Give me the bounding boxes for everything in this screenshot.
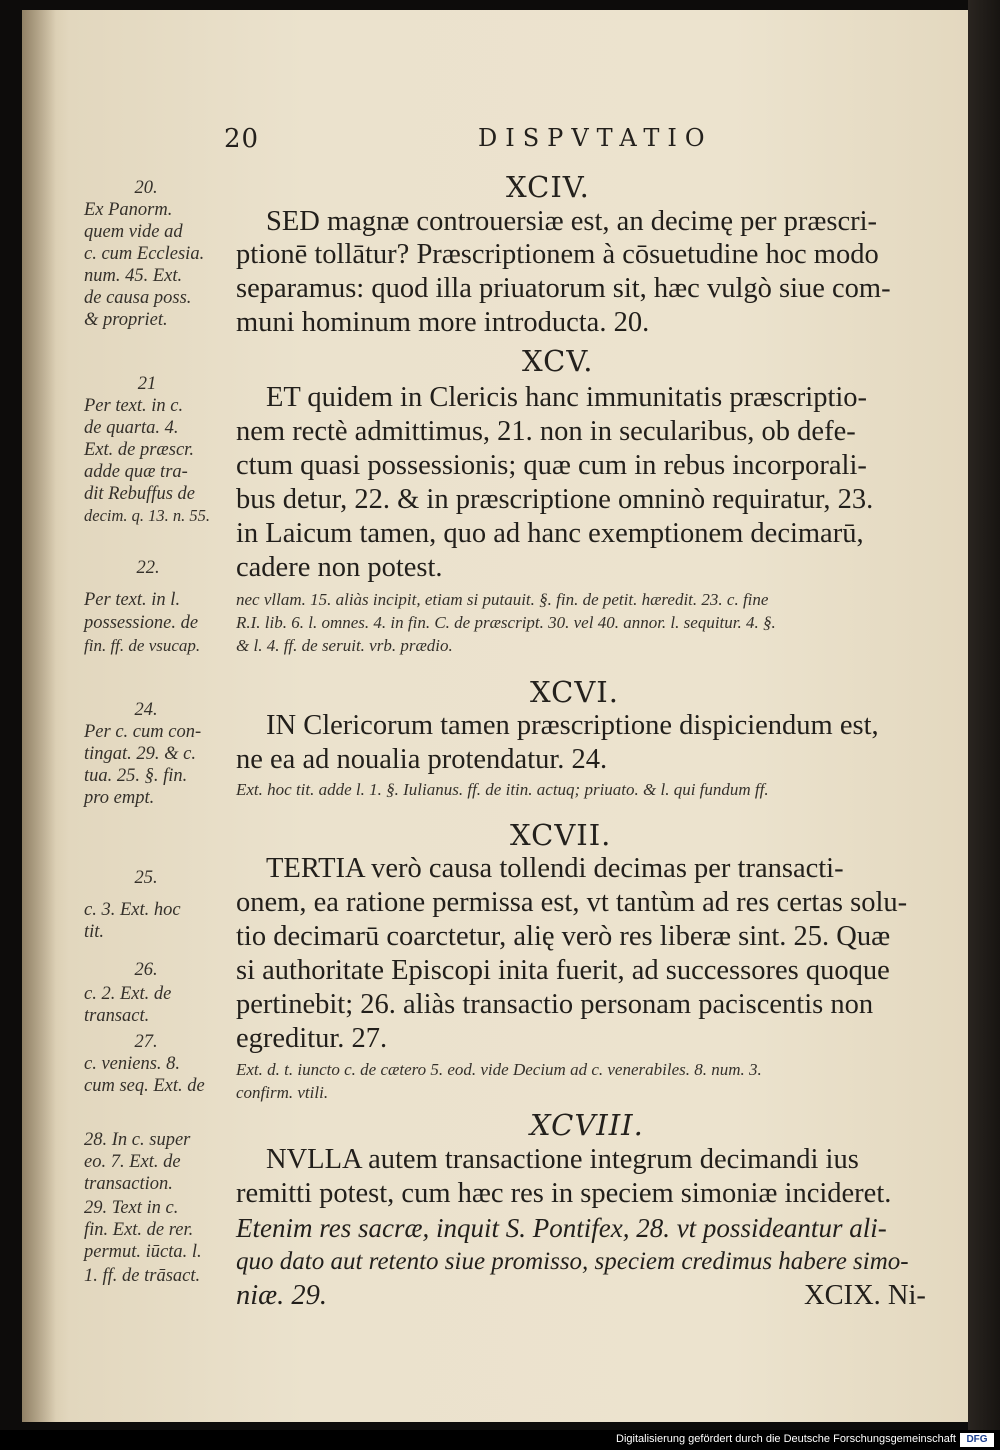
- margin-note: c. veniens. 8.: [84, 1054, 181, 1074]
- text-line: cadere non potest.: [236, 552, 443, 583]
- margin-note: c. cum Ecclesia.: [84, 244, 205, 264]
- text-line: tio decimarū coarctetur, alię verò res liberæ sint. 25. Quæ: [236, 921, 891, 952]
- margin-note: Per c. cum con-: [84, 722, 202, 742]
- margin-note: 25.: [134, 868, 158, 888]
- text-line: si authoritate Episcopi inita fuerit, ad successores quoque: [236, 955, 890, 986]
- text-line: quo dato aut retento siue promisso, speciem credimus habere simo-: [236, 1248, 909, 1275]
- text-line: ET quidem in Clericis hanc immunitatis præscriptio-: [266, 382, 868, 413]
- text-line: IN Clericorum tamen præscriptione dispiciendum est,: [266, 710, 879, 741]
- text-line: Etenim res sacræ, inquit S. Pontifex, 28. vt possideantur ali-: [236, 1213, 887, 1243]
- margin-note: 27.: [134, 1032, 158, 1052]
- margin-note: 24.: [134, 700, 158, 720]
- margin-note: 1. ff. de trāsact.: [84, 1266, 201, 1286]
- margin-note: quem vide ad: [84, 222, 183, 242]
- margin-note: possessione. de: [84, 613, 199, 633]
- margin-note: 20.: [134, 178, 158, 198]
- margin-note: 29. Text in c.: [84, 1198, 179, 1218]
- text-line: ne ea ad noualia protendatur. 24.: [236, 744, 608, 775]
- margin-note: transaction.: [84, 1174, 173, 1194]
- section-heading: XCVI.: [530, 675, 619, 709]
- text-line: ptionē tollātur? Præscriptionem à cōsuetudine hoc modo: [236, 239, 879, 270]
- margin-note: 28. In c. super: [84, 1130, 191, 1150]
- footer-bar: [0, 1430, 1000, 1450]
- margin-note: eo. 7. Ext. de: [84, 1152, 181, 1172]
- margin-note: num. 45. Ext.: [84, 266, 183, 286]
- section-heading: XCV.: [522, 344, 594, 378]
- page-edge: [968, 0, 1000, 1430]
- text-line: TERTIA verò causa tollendi decimas per transacti-: [266, 853, 844, 884]
- footnote-line: Ext. hoc tit. adde l. 1. §. Iulianus. ff. de itin. actuq; priuato. & l. qui fundum ff.: [236, 780, 769, 799]
- book-page: [22, 10, 968, 1422]
- margin-note: dit Rebuffus de: [84, 484, 195, 504]
- margin-note: de quarta. 4.: [84, 418, 179, 438]
- page-number: 20: [224, 124, 260, 154]
- catchword: XCIX. Ni-: [804, 1280, 926, 1311]
- margin-note: Per text. in c.: [84, 396, 184, 416]
- section-heading: XCIV.: [506, 170, 590, 204]
- margin-note: 22.: [136, 558, 160, 578]
- margin-note: fin. ff. de vsucap.: [84, 636, 201, 655]
- footnote-line: Ext. d. t. iuncto c. de cætero 5. eod. vide Decium ad c. venerabiles. 8. num. 3.: [236, 1060, 762, 1079]
- text-line: bus detur, 22. & in præscriptione omninò requiratur, 23.: [236, 484, 874, 515]
- section-heading: XCVIII.: [530, 1108, 644, 1142]
- margin-note: pro empt.: [84, 788, 155, 808]
- dfg-logo-icon: DFG: [960, 1433, 994, 1447]
- footnote-line: confirm. vtili.: [236, 1083, 329, 1102]
- margin-note: adde quæ tra-: [84, 462, 188, 482]
- text-line: separamus: quod illa priuatorum sit, hæc vulgò siue com-: [236, 273, 891, 304]
- margin-note: transact.: [84, 1006, 150, 1026]
- text-line: muni hominum more introducta. 20.: [236, 307, 650, 338]
- text-line: ctum quasi possessionis; quæ cum in rebus incorporali-: [236, 450, 867, 481]
- margin-note: fin. Ext. de rer.: [84, 1220, 194, 1240]
- margin-note: Ex Panorm.: [84, 200, 173, 220]
- margin-note: 21: [137, 374, 157, 394]
- margin-note: c. 3. Ext. hoc: [84, 900, 181, 920]
- footnote-line: & l. 4. ff. de seruit. vrb. prædio.: [236, 636, 453, 655]
- margin-note: permut. iūcta. l.: [84, 1242, 202, 1262]
- text-line: niæ. 29.: [236, 1280, 328, 1311]
- text-line: NVLLA autem transactione integrum decimandi ius: [266, 1144, 859, 1175]
- footnote-line: R.I. lib. 6. l. omnes. 4. in fin. C. de præscript. 30. vel 40. annor. l. sequitur. 4. §.: [236, 613, 776, 632]
- margin-note: Ext. de præscr.: [84, 440, 194, 460]
- margin-note: de causa poss.: [84, 288, 192, 308]
- text-line: onem, ea ratione permissa est, vt tantùm ad res certas solu-: [236, 887, 908, 918]
- margin-note: c. 2. Ext. de: [84, 984, 172, 1004]
- text-line: remitti potest, cum hæc res in speciem simoniæ incideret.: [236, 1178, 892, 1209]
- margin-note: decim. q. 13. n. 55.: [84, 506, 211, 525]
- running-title: DISPVTATIO: [478, 124, 713, 152]
- text-line: in Laicum tamen, quo ad hanc exemptionem decimarū,: [236, 518, 864, 549]
- margin-note: tit.: [84, 922, 105, 942]
- footnote-line: nec vllam. 15. aliàs incipit, etiam si putauit. §. fin. de petit. hæredit. 23. c. fine: [236, 590, 769, 609]
- margin-note: Per text. in l.: [84, 590, 181, 610]
- text-line: egreditur. 27.: [236, 1023, 388, 1054]
- margin-note: 26.: [134, 960, 158, 980]
- footer-credit: Digitalisierung gefördert durch die Deutsche Forschungsgemeinschaft: [616, 1433, 956, 1445]
- text-line: SED magnæ controuersiæ est, an decimę per præscri-: [266, 206, 878, 237]
- margin-note: & propriet.: [84, 310, 168, 330]
- text-line: pertinebit; 26. aliàs transactio personam paciscentis non: [236, 989, 874, 1020]
- text-line: nem rectè admittimus, 21. non in secularibus, ob defe-: [236, 416, 856, 447]
- margin-note: tua. 25. §. fin.: [84, 766, 188, 786]
- section-heading: XCVII.: [510, 818, 612, 852]
- margin-note: cum seq. Ext. de: [84, 1076, 205, 1096]
- margin-note: tingat. 29. & c.: [84, 744, 197, 764]
- gutter-shadow: [22, 10, 56, 1422]
